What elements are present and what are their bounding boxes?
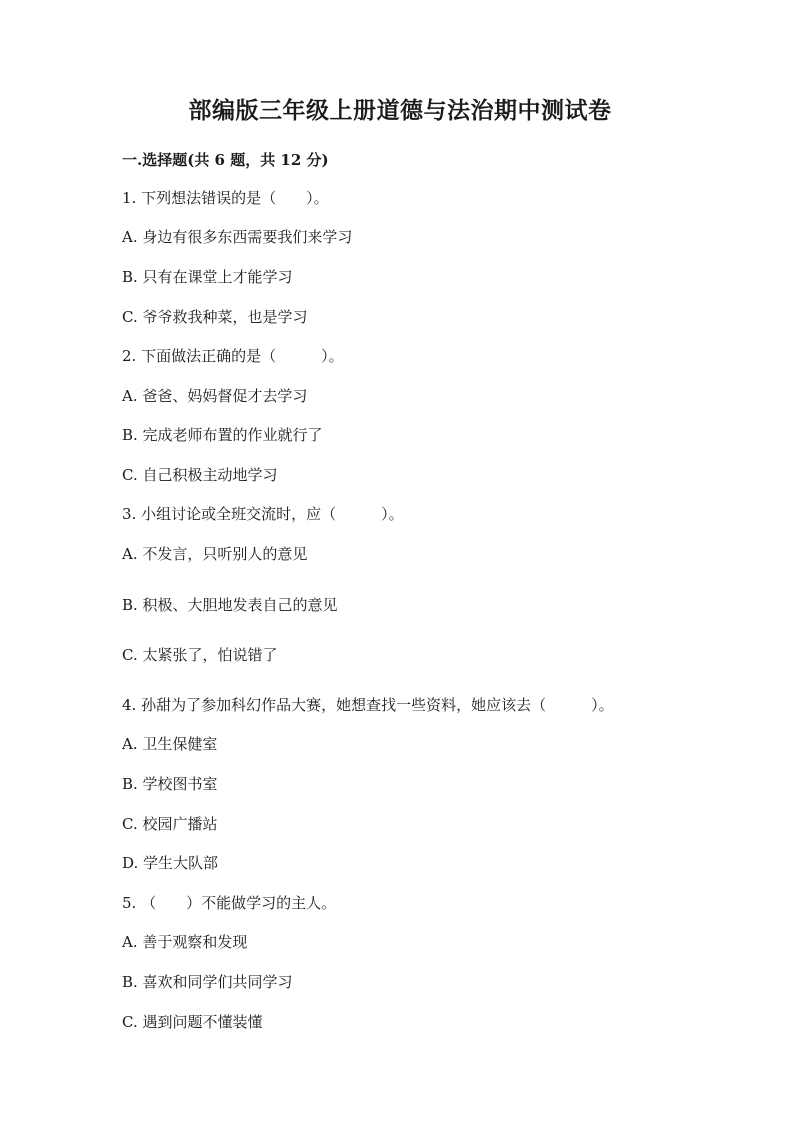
question-3-option-b: B. 积极、大胆地发表自己的意见 [122,596,338,614]
question-5-option-a: A. 善于观察和发现 [122,933,248,951]
question-4-option-c: C. 校园广播站 [122,815,218,833]
question-3-option-c: C. 太紧张了，怕说错了 [122,646,278,664]
question-5-option-b: B. 喜欢和同学们共同学习 [122,973,293,991]
question-2-option-c: C. 自己积极主动地学习 [122,466,278,484]
section-heading: 一.选择题(共 6 题，共 12 分) [122,151,329,169]
question-5-stem: 5. （ ）不能做学习的主人。 [122,894,337,912]
question-3-stem: 3. 小组讨论或全班交流时，应（ ）。 [122,505,404,523]
question-1-stem: 1. 下列想法错误的是（ ）。 [122,189,329,207]
question-2-option-a: A. 爸爸、妈妈督促才去学习 [122,387,308,405]
question-3-option-a: A. 不发言，只听别人的意见 [122,545,308,563]
question-1-option-a: A. 身边有很多东西需要我们来学习 [122,228,353,246]
question-1-option-c: C. 爷爷救我种菜，也是学习 [122,308,308,326]
page-title: 部编版三年级上册道德与法治期中测试卷 [188,97,612,124]
question-2-stem: 2. 下面做法正确的是（ ）。 [122,347,344,365]
question-4-option-a: A. 卫生保健室 [122,735,218,753]
question-1-option-b: B. 只有在课堂上才能学习 [122,268,293,286]
question-4-option-b: B. 学校图书室 [122,775,218,793]
question-4-stem: 4. 孙甜为了参加科幻作品大赛，她想查找一些资料，她应该去（ ）。 [122,696,614,714]
question-2-option-b: B. 完成老师布置的作业就行了 [122,426,323,444]
question-5-option-c: C. 遇到问题不懂装懂 [122,1013,263,1031]
question-4-option-d: D. 学生大队部 [122,854,219,872]
